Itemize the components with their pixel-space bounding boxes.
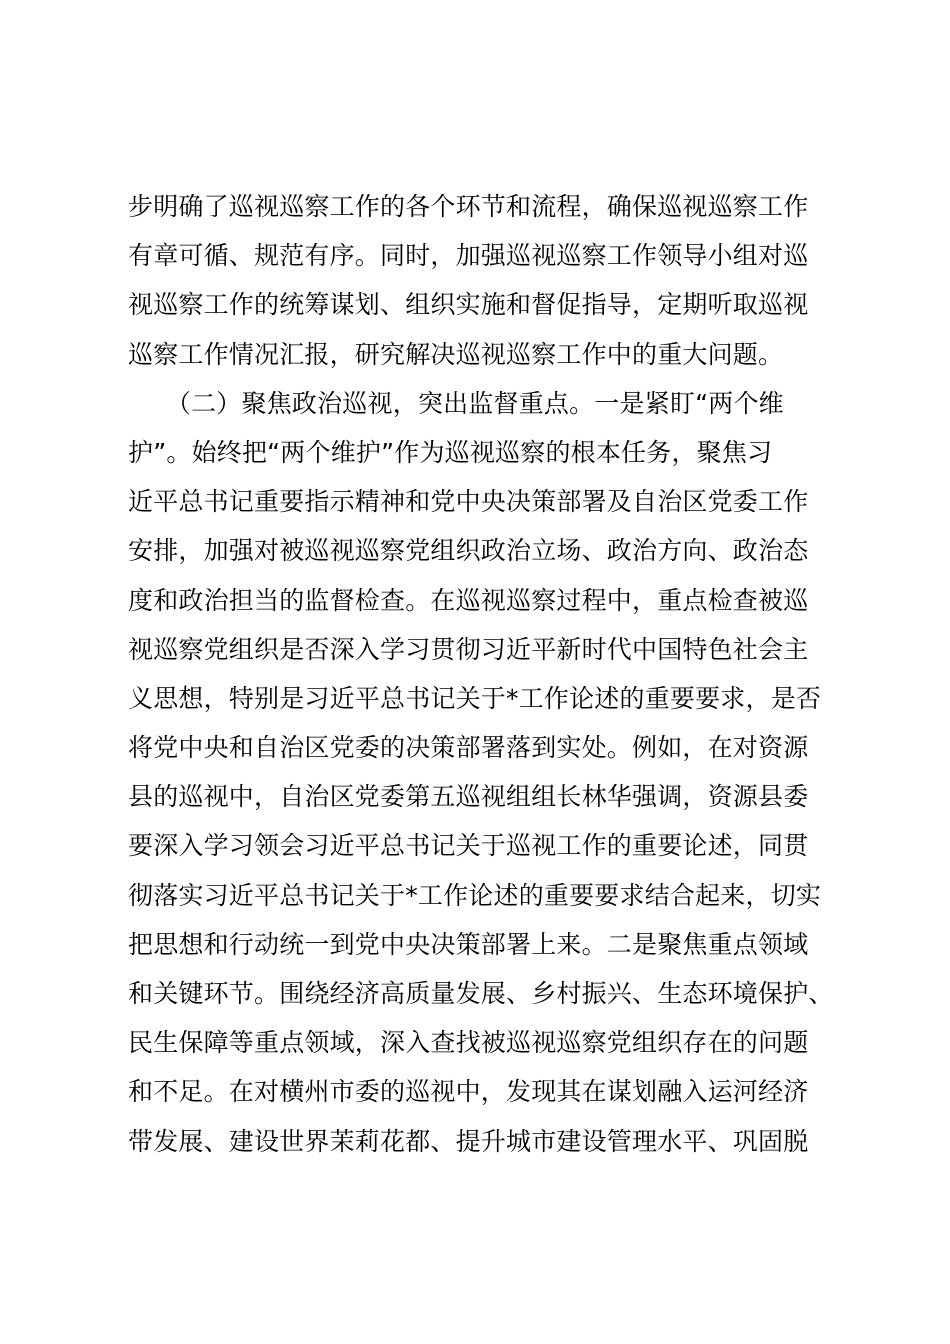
text-line: 护”。始终把“两个维护”作为巡视巡察的根本任务，聚焦习	[128, 437, 773, 467]
text-line: 视巡察党组织是否深入学习贯彻习近平新时代中国特色社会主	[128, 634, 809, 664]
text-line: 义思想，特别是习近平总书记关于*工作论述的重要要求，是否	[128, 683, 822, 713]
text-line: 安排，加强对被巡视巡察党组织政治立场、政治方向、政治态	[128, 536, 809, 566]
text-line: 视巡察工作的统筹谋划、组织实施和督促指导，定期听取巡视	[128, 290, 809, 320]
text-line: 和不足。在对横州市委的巡视中，发现其在谋划融入运河经济	[128, 1077, 809, 1107]
body-text	[128, 182, 858, 1166]
text-line: 巡察工作情况汇报，研究解决巡视巡察工作中的重大问题。	[128, 339, 784, 369]
text-line: 将党中央和自治区党委的决策部署落到实处。例如，在对资源	[128, 733, 809, 763]
text-line: 步明确了巡视巡察工作的各个环节和流程，确保巡视巡察工作	[128, 192, 809, 221]
text-line: （二）聚焦政治巡视，突出监督重点。一是紧盯“两个维	[128, 388, 784, 418]
text-line: 和关键环节。围绕经济高质量发展、乡村振兴、生态环境保护、	[128, 979, 834, 1008]
text-line: 有章可循、规范有序。同时，加强巡视巡察工作领导小组对巡	[128, 241, 809, 271]
text-line: 彻落实习近平总书记关于*工作论述的重要要求结合起来，切实	[128, 880, 822, 910]
text-line: 把思想和行动统一到党中央决策部署上来。二是聚焦重点领域	[128, 929, 809, 959]
text-line: 带发展、建设世界茉莉花都、提升城市建设管理水平、巩固脱	[128, 1126, 809, 1156]
text-line: 县的巡视中，自治区党委第五巡视组组长林华强调，资源县委	[128, 782, 809, 812]
text-line: 度和政治担当的监督检查。在巡视巡察过程中，重点检查被巡	[128, 585, 809, 615]
text-line: 民生保障等重点领域，深入查找被巡视巡察党组织存在的问题	[128, 1028, 809, 1058]
text-line: 近平总书记重要指示精神和党中央决策部署及自治区党委工作	[128, 487, 809, 517]
text-line: 要深入学习领会习近平总书记关于巡视工作的重要论述，同贯	[128, 831, 809, 861]
